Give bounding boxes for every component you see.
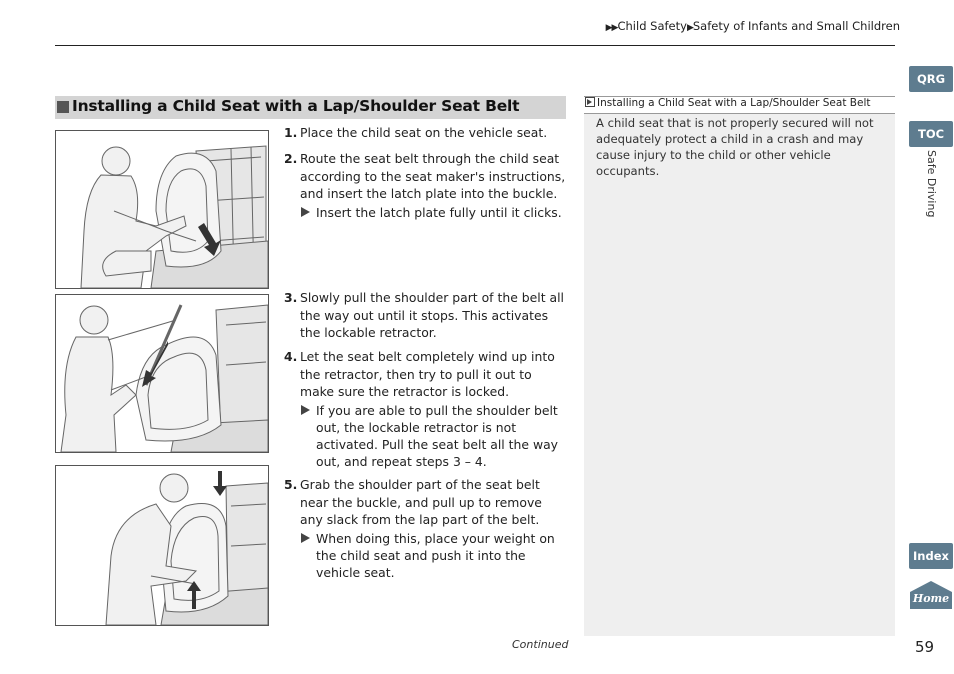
step-subnote — [300, 530, 566, 581]
subnote-arrow-icon — [301, 207, 310, 217]
note-title-text: Installing a Child Seat with a Lap/Shoulder Seat Belt — [597, 97, 871, 109]
step-2 — [284, 150, 566, 221]
step-5 — [284, 476, 566, 581]
home-button[interactable] — [908, 580, 954, 610]
step-subnote — [300, 402, 566, 470]
illustration-pull-shoulder-belt — [55, 294, 269, 453]
step-1 — [284, 124, 566, 142]
illustration-remove-slack — [55, 465, 269, 626]
breadcrumb-item-child-safety[interactable]: Child Safety — [617, 19, 687, 33]
step-4 — [284, 348, 566, 470]
step-number: 1. — [284, 125, 298, 140]
note-body: A child seat that is not properly secured will not adequately protect a child in a crash and may cause injury to the child or other vehicle occupants. — [596, 116, 874, 178]
subnote-arrow-icon — [301, 405, 310, 415]
chapter-side-label-text: Safe Driving — [925, 150, 938, 218]
step-3 — [284, 289, 566, 342]
breadcrumb-separator-icon: ▶ — [686, 23, 693, 33]
subnote-arrow-icon — [301, 533, 310, 543]
qrg-tab[interactable]: QRG — [909, 66, 953, 92]
subnote-text: If you are able to pull the shoulder belt out, the lockable retractor is not activated. Pull the seat belt all the way out, and repeat steps 3 – 4. — [316, 402, 559, 469]
index-tab[interactable]: Index — [909, 543, 953, 569]
step-number: 3. — [284, 290, 298, 305]
step-number: 2. — [284, 151, 298, 166]
section-heading — [55, 96, 566, 119]
toc-tab[interactable]: TOC — [909, 121, 953, 147]
subnote-text: Insert the latch plate fully until it clicks. — [316, 204, 562, 220]
section-title: Installing a Child Seat with a Lap/Shoulder Seat Belt — [72, 97, 520, 115]
breadcrumb-item-safety-infants[interactable]: Safety of Infants and Small Children — [692, 19, 900, 33]
step-text: Place the child seat on the vehicle seat. — [300, 125, 548, 140]
step-text: Grab the shoulder part of the seat belt near the buckle, and pull up to remove any slack from the lap part of the belt. — [300, 477, 542, 527]
step-subnote — [300, 204, 566, 221]
step-text: Route the seat belt through the child seat according to the seat maker's instructions, and insert the latch plate into the buckle. — [300, 151, 566, 201]
top-divider — [55, 45, 895, 46]
chapter-side-label — [916, 150, 946, 230]
note-title — [584, 96, 895, 114]
continued-label: Continued — [512, 638, 569, 651]
home-label: Home — [912, 592, 950, 605]
page-number: 59 — [915, 638, 935, 656]
heading-square-icon — [57, 101, 69, 113]
subnote-text: When doing this, place your weight on the child seat and push it into the vehicle seat. — [316, 530, 555, 580]
breadcrumb — [560, 19, 900, 33]
step-number: 4. — [284, 349, 298, 364]
step-text: Slowly pull the shoulder part of the belt all the way out until it stops. This activates the lockable retractor. — [300, 290, 564, 340]
step-text: Let the seat belt completely wind up into the retractor, then try to pull it out to make sure the retractor is locked. — [300, 349, 555, 399]
breadcrumb-arrows-icon: ▶▶ — [605, 23, 618, 33]
note-reference-icon — [585, 97, 595, 107]
illustration-route-belt — [55, 130, 269, 289]
home-house-icon — [908, 580, 954, 610]
step-number: 5. — [284, 477, 298, 492]
